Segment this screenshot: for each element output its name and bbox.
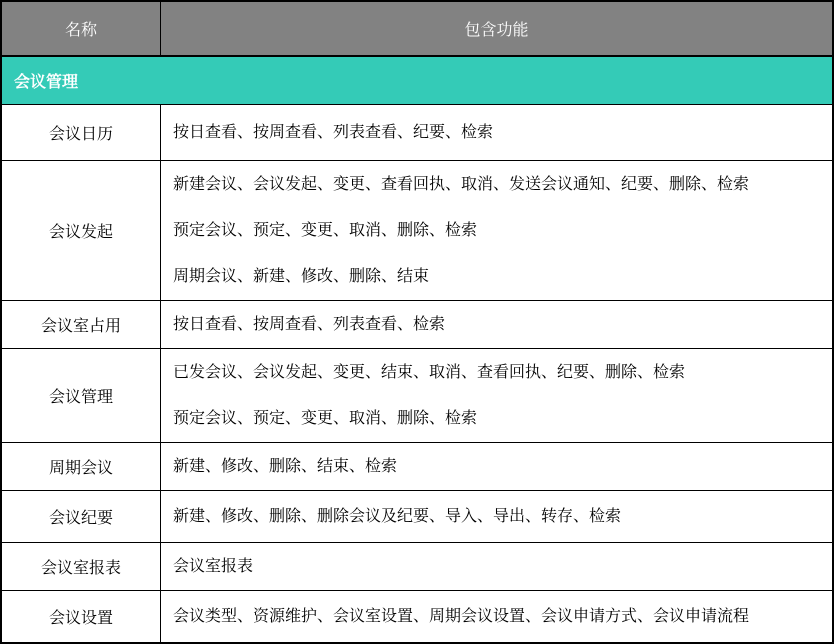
row-name-label: 会议设置 [48, 610, 113, 627]
table-row [2, 490, 832, 542]
row-name-cell [2, 543, 161, 590]
row-functions-cell [161, 301, 832, 348]
row-name-label: 会议纪要 [48, 510, 113, 527]
header-cell-name [2, 2, 161, 55]
function-line: 已发会议、会议发起、变更、结束、取消、查看回执、纪要、删除、检索 [173, 363, 686, 381]
header-name-label: 名称 [64, 22, 97, 39]
function-line: 按日查看、按周查看、列表查看、检索 [173, 315, 446, 333]
table-row [2, 442, 832, 490]
function-line: 新建、修改、删除、删除会议及纪要、导入、导出、转存、检索 [173, 507, 622, 525]
row-name-label: 会议室报表 [40, 560, 121, 577]
row-name-label: 周期会议 [48, 460, 113, 477]
function-line: 会议类型、资源维护、会议室设置、周期会议设置、会议申请方式、会议申请流程 [173, 607, 750, 625]
row-functions-cell [161, 105, 832, 160]
section-title: 会议管理 [14, 74, 79, 91]
function-line: 会议室报表 [173, 557, 254, 575]
header-cell-functions [161, 2, 832, 55]
function-line: 按日查看、按周查看、列表查看、纪要、检索 [173, 123, 494, 141]
row-name-cell [2, 591, 161, 642]
row-name-cell [2, 105, 161, 160]
table-row [2, 348, 832, 442]
function-line: 周期会议、新建、修改、删除、结束 [173, 267, 430, 285]
function-line: 预定会议、预定、变更、取消、删除、检索 [173, 409, 478, 427]
header-functions-label: 包含功能 [464, 22, 529, 39]
table-row [2, 590, 832, 642]
table-header-row [2, 2, 832, 57]
table-row [2, 300, 832, 348]
row-functions-cell [161, 543, 832, 590]
table-row [2, 160, 832, 300]
row-name-cell [2, 161, 161, 300]
row-name-label: 会议室占用 [40, 318, 121, 335]
row-name-label: 会议管理 [48, 389, 113, 406]
row-functions-cell [161, 161, 832, 300]
row-functions-cell [161, 443, 832, 490]
row-name-label: 会议发起 [48, 224, 113, 241]
function-line: 新建、修改、删除、结束、检索 [173, 457, 398, 475]
row-name-label: 会议日历 [48, 126, 113, 143]
function-line: 新建会议、会议发起、变更、查看回执、取消、发送会议通知、纪要、删除、检索 [173, 175, 750, 193]
row-name-cell [2, 443, 161, 490]
function-line: 预定会议、预定、变更、取消、删除、检索 [173, 221, 478, 239]
section-row-meeting-management [2, 57, 832, 104]
table-row [2, 542, 832, 590]
row-functions-cell [161, 591, 832, 642]
row-functions-cell [161, 491, 832, 542]
row-functions-cell [161, 349, 832, 442]
row-name-cell [2, 349, 161, 442]
table-row [2, 104, 832, 160]
row-name-cell [2, 491, 161, 542]
row-name-cell [2, 301, 161, 348]
